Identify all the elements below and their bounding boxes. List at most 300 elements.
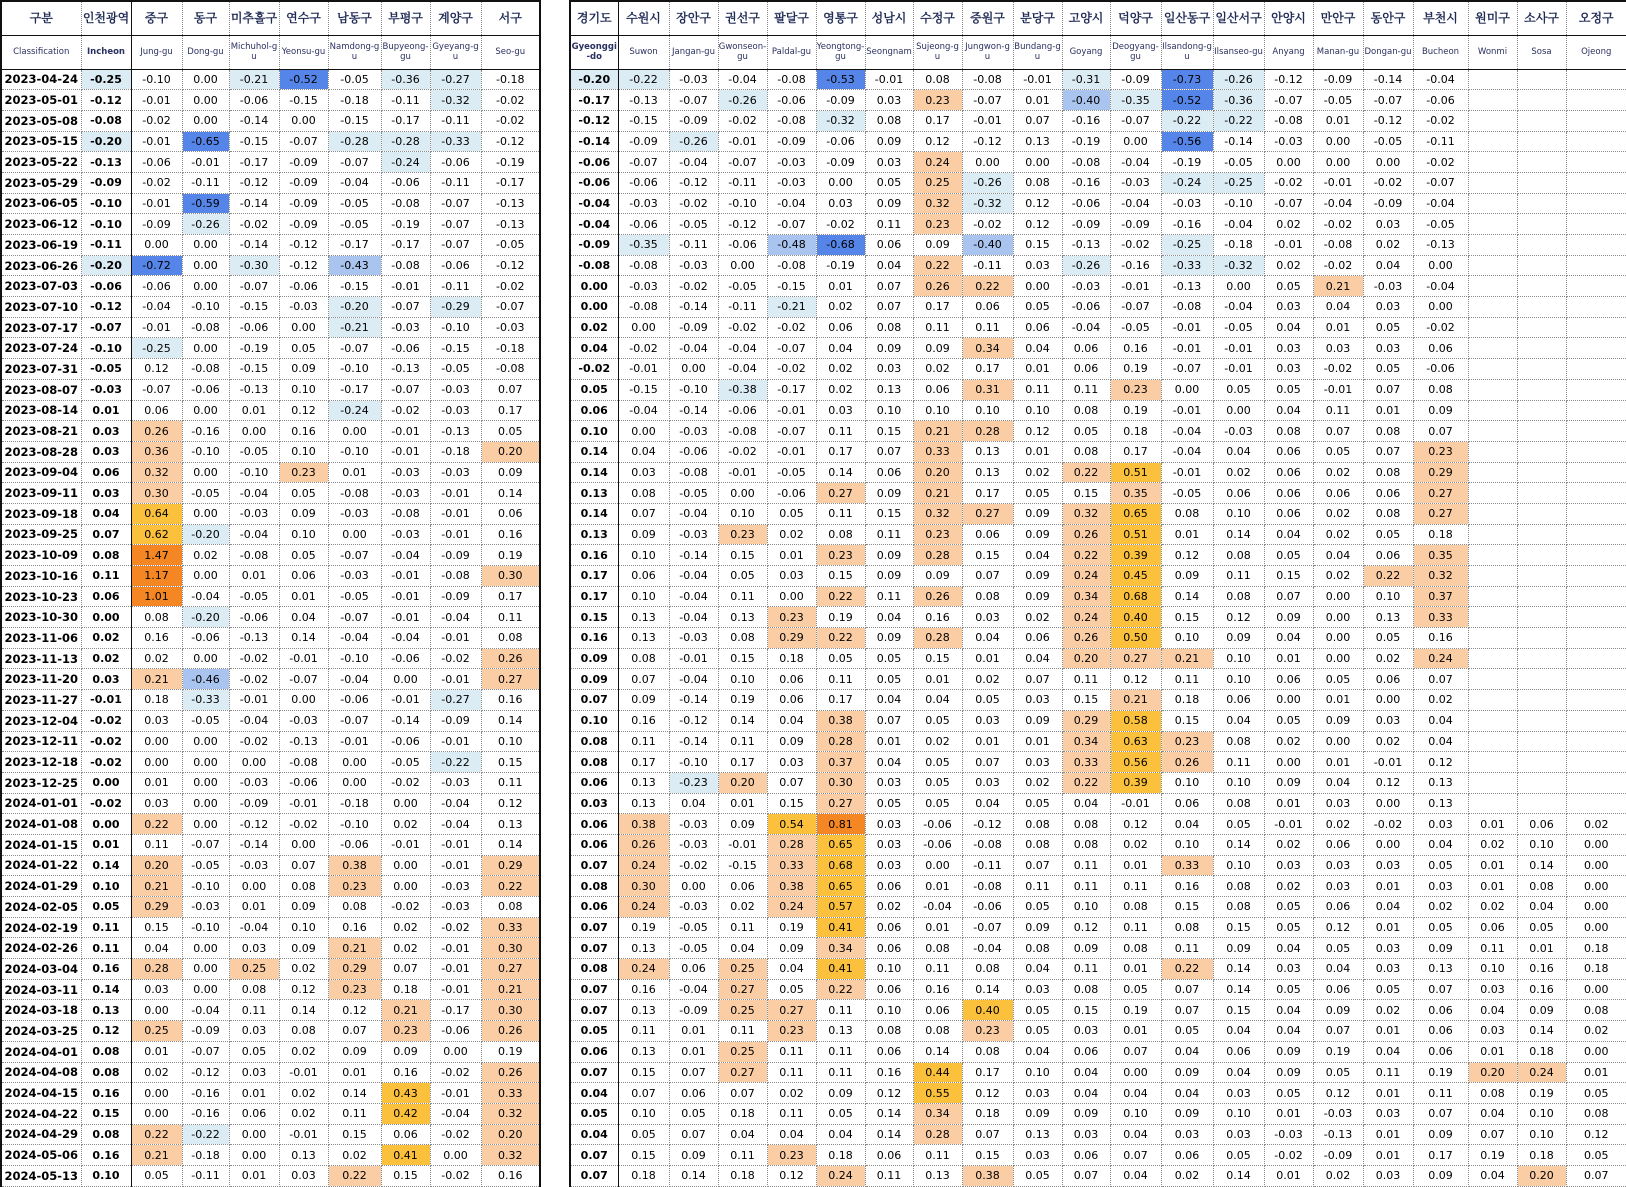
value-cell: 0.26 xyxy=(1161,752,1213,773)
value-cell: -0.05 xyxy=(328,214,381,235)
value-cell: 0.02 xyxy=(279,1041,328,1062)
value-cell: 0.11 xyxy=(816,1062,865,1083)
table-row xyxy=(1,710,540,731)
value-cell: 0.10 xyxy=(1161,628,1213,649)
value-cell xyxy=(1517,628,1566,649)
value-cell: 0.23 xyxy=(816,545,865,566)
col-header-gyeonggi-do: 경기도 xyxy=(570,1,618,35)
value-cell: 0.17 xyxy=(962,359,1013,380)
region-total-cell: 0.10 xyxy=(570,421,618,442)
value-cell: -0.08 xyxy=(279,752,328,773)
value-cell: 0.05 xyxy=(1413,917,1468,938)
value-cell: 0.06 xyxy=(865,876,913,897)
region-total-cell: 0.02 xyxy=(570,317,618,338)
value-cell: 0.05 xyxy=(1264,276,1313,297)
value-cell: 0.33 xyxy=(1062,752,1110,773)
value-cell: 0.16 xyxy=(1517,959,1566,980)
value-cell: -0.02 xyxy=(229,669,279,690)
value-cell: -0.03 xyxy=(430,400,481,421)
value-cell: -0.11 xyxy=(430,276,481,297)
date-cell: 2023-07-31 xyxy=(1,359,81,380)
value-cell xyxy=(1517,607,1566,628)
value-cell: 0.03 xyxy=(1013,752,1062,773)
table-row xyxy=(1,483,540,504)
value-cell xyxy=(1468,524,1517,545)
value-cell xyxy=(1517,441,1566,462)
value-cell: 0.19 xyxy=(1110,400,1161,421)
value-cell: 0.06 xyxy=(669,1083,718,1104)
value-cell: 0.05 xyxy=(1013,897,1062,918)
value-cell: 0.13 xyxy=(618,628,669,649)
value-cell: -0.02 xyxy=(669,276,718,297)
value-cell: 0.10 xyxy=(279,379,328,400)
value-cell: 0.06 xyxy=(1264,483,1313,504)
value-cell: -0.02 xyxy=(229,731,279,752)
value-cell: -0.07 xyxy=(131,379,182,400)
value-cell: 0.02 xyxy=(1313,566,1363,587)
value-cell: 0.08 xyxy=(1363,503,1413,524)
region-total-cell: 0.00 xyxy=(81,772,131,793)
region-total-cell: -0.02 xyxy=(81,731,131,752)
value-cell: 0.06 xyxy=(865,938,913,959)
value-cell: 0.15 xyxy=(1213,1000,1264,1021)
value-cell: -0.35 xyxy=(618,235,669,256)
value-cell: -0.09 xyxy=(669,317,718,338)
value-cell: 0.15 xyxy=(718,648,767,669)
value-cell: -0.04 xyxy=(1413,276,1468,297)
region-total-cell: 0.16 xyxy=(81,1145,131,1166)
value-cell xyxy=(1517,483,1566,504)
region-total-cell: 0.07 xyxy=(570,1165,618,1186)
region-total-cell: -0.01 xyxy=(81,690,131,711)
value-cell: 0.03 xyxy=(1313,876,1363,897)
value-cell: 0.23 xyxy=(767,1145,816,1166)
value-cell: 0.11 xyxy=(229,1000,279,1021)
value-cell: 0.28 xyxy=(913,545,962,566)
value-cell: 0.04 xyxy=(1413,710,1468,731)
value-cell: -0.01 xyxy=(430,731,481,752)
value-cell: 0.00 xyxy=(229,752,279,773)
value-cell: 0.00 xyxy=(1566,876,1626,897)
value-cell: 0.00 xyxy=(430,1041,481,1062)
col-header-gyeyang-gu: 계양구 xyxy=(430,1,481,35)
value-cell: 0.19 xyxy=(1110,359,1161,380)
value-cell: -0.22 xyxy=(1161,110,1213,131)
value-cell: 0.05 xyxy=(1013,1000,1062,1021)
value-cell: -0.08 xyxy=(381,193,430,214)
value-cell: 0.00 xyxy=(1110,1062,1161,1083)
value-cell: -0.02 xyxy=(481,110,540,131)
value-cell: 0.27 xyxy=(1110,648,1161,669)
value-cell: -0.07 xyxy=(328,545,381,566)
value-cell: -0.07 xyxy=(962,90,1013,111)
value-cell: -0.05 xyxy=(182,710,229,731)
value-cell: 0.11 xyxy=(1161,669,1213,690)
value-cell: 0.04 xyxy=(1264,1000,1313,1021)
value-cell: 0.02 xyxy=(816,297,865,318)
date-cell: 2023-11-06 xyxy=(1,628,81,649)
col-header-incheon: 인천광역 xyxy=(81,1,131,35)
value-cell: 0.12 xyxy=(131,359,182,380)
table-row xyxy=(570,152,1626,173)
value-cell: -0.11 xyxy=(1413,131,1468,152)
value-cell: -0.01 xyxy=(1213,338,1264,359)
value-cell: -0.14 xyxy=(669,297,718,318)
value-cell xyxy=(1517,690,1566,711)
value-cell: -0.07 xyxy=(430,214,481,235)
value-cell: -0.18 xyxy=(328,793,381,814)
value-cell: 0.05 xyxy=(865,172,913,193)
value-cell: 0.00 xyxy=(1313,648,1363,669)
value-cell: -0.02 xyxy=(481,276,540,297)
value-cell: 0.08 xyxy=(618,483,669,504)
region-total-cell: 0.16 xyxy=(81,1083,131,1104)
region-total-cell: -0.10 xyxy=(81,214,131,235)
value-cell: -0.18 xyxy=(1213,235,1264,256)
value-cell: -0.16 xyxy=(1161,214,1213,235)
value-cell: 0.30 xyxy=(481,938,540,959)
value-cell: 0.03 xyxy=(1313,855,1363,876)
region-total-cell: -0.02 xyxy=(81,710,131,731)
value-cell: 0.02 xyxy=(1363,1000,1413,1021)
value-cell: -0.10 xyxy=(669,379,718,400)
value-cell: -0.02 xyxy=(1110,235,1161,256)
value-cell: -0.04 xyxy=(1062,317,1110,338)
value-cell xyxy=(1468,586,1517,607)
value-cell: 0.03 xyxy=(1363,214,1413,235)
value-cell: -0.20 xyxy=(182,524,229,545)
value-cell: 0.17 xyxy=(913,110,962,131)
value-cell: 0.07 xyxy=(1363,379,1413,400)
table-row xyxy=(1,648,540,669)
value-cell: 0.06 xyxy=(1161,793,1213,814)
value-cell: -0.02 xyxy=(381,897,430,918)
region-total-cell: 0.07 xyxy=(570,938,618,959)
value-cell xyxy=(1468,607,1517,628)
value-cell: 0.16 xyxy=(913,979,962,1000)
value-cell: -0.07 xyxy=(1110,297,1161,318)
value-cell: -0.07 xyxy=(1110,110,1161,131)
value-cell: 0.51 xyxy=(1110,524,1161,545)
value-cell: 0.23 xyxy=(279,462,328,483)
value-cell: 0.03 xyxy=(1264,855,1313,876)
value-cell: 0.14 xyxy=(279,628,328,649)
value-cell: 0.23 xyxy=(962,1021,1013,1042)
value-cell: -0.08 xyxy=(328,483,381,504)
value-cell: 0.03 xyxy=(1313,793,1363,814)
value-cell: 0.24 xyxy=(1062,607,1110,628)
col-header-goyang: 고양시 xyxy=(1062,1,1110,35)
value-cell: -0.01 xyxy=(669,648,718,669)
value-cell: 0.08 xyxy=(1517,876,1566,897)
value-cell: 0.08 xyxy=(865,1021,913,1042)
region-total-cell: 0.13 xyxy=(570,483,618,504)
value-cell: -0.04 xyxy=(669,338,718,359)
value-cell: 0.10 xyxy=(279,524,328,545)
value-cell: 0.23 xyxy=(1161,731,1213,752)
incheon-table-header xyxy=(1,1,540,69)
value-cell: -0.12 xyxy=(962,814,1013,835)
value-cell: 0.64 xyxy=(131,503,182,524)
value-cell: 0.00 xyxy=(279,110,328,131)
value-cell: -0.07 xyxy=(328,710,381,731)
value-cell: 0.01 xyxy=(865,731,913,752)
value-cell: 0.22 xyxy=(816,628,865,649)
value-cell: 0.11 xyxy=(1468,938,1517,959)
value-cell: 0.29 xyxy=(481,855,540,876)
value-cell: 0.33 xyxy=(1413,607,1468,628)
value-cell: -0.09 xyxy=(1313,69,1363,90)
value-cell: 0.02 xyxy=(131,648,182,669)
value-cell: 0.03 xyxy=(229,938,279,959)
value-cell: 0.00 xyxy=(1313,586,1363,607)
value-cell: 0.05 xyxy=(816,1103,865,1124)
value-cell: 0.10 xyxy=(1161,834,1213,855)
value-cell: -0.09 xyxy=(430,710,481,731)
value-cell: -0.07 xyxy=(1264,90,1313,111)
value-cell: 0.09 xyxy=(279,897,328,918)
table-row xyxy=(570,214,1626,235)
value-cell: 0.35 xyxy=(1413,545,1468,566)
value-cell: 0.09 xyxy=(1161,1062,1213,1083)
value-cell: -0.03 xyxy=(767,152,816,173)
value-cell: 0.09 xyxy=(865,483,913,504)
table-row xyxy=(570,421,1626,442)
value-cell: 0.00 xyxy=(381,669,430,690)
value-cell: 0.81 xyxy=(816,814,865,835)
value-cell: 0.07 xyxy=(1566,1165,1626,1186)
value-cell xyxy=(1566,131,1626,152)
value-cell: -0.02 xyxy=(767,317,816,338)
region-total-cell: 0.13 xyxy=(81,1000,131,1021)
col-header-en-classification: Classification xyxy=(1,35,81,69)
table-row xyxy=(1,1145,540,1166)
value-cell: 0.02 xyxy=(1313,503,1363,524)
value-cell: -0.03 xyxy=(1264,1124,1313,1145)
value-cell: 0.54 xyxy=(767,814,816,835)
value-cell: -0.02 xyxy=(1413,152,1468,173)
value-cell: 0.02 xyxy=(182,545,229,566)
table-row xyxy=(1,772,540,793)
value-cell: 0.03 xyxy=(1468,1021,1517,1042)
value-cell: -0.01 xyxy=(381,834,430,855)
value-cell: -0.15 xyxy=(229,297,279,318)
value-cell: -0.02 xyxy=(767,359,816,380)
region-total-cell: 0.08 xyxy=(570,731,618,752)
value-cell: 0.20 xyxy=(131,855,182,876)
value-cell: 0.06 xyxy=(718,876,767,897)
value-cell: 0.03 xyxy=(1013,1083,1062,1104)
value-cell xyxy=(1566,462,1626,483)
value-cell xyxy=(1468,648,1517,669)
value-cell: 0.00 xyxy=(381,855,430,876)
table-row xyxy=(1,69,540,90)
col-header-en-sujeong-gu: Sujeong-gu xyxy=(913,35,962,69)
value-cell: 0.01 xyxy=(1363,1124,1413,1145)
value-cell: 0.01 xyxy=(913,876,962,897)
value-cell xyxy=(1468,152,1517,173)
value-cell: -0.01 xyxy=(1313,379,1363,400)
value-cell: 0.22 xyxy=(131,814,182,835)
table-row xyxy=(1,462,540,483)
value-cell xyxy=(1517,172,1566,193)
value-cell: -0.26 xyxy=(182,214,229,235)
value-cell xyxy=(1517,772,1566,793)
value-cell: -0.03 xyxy=(1363,276,1413,297)
value-cell: 0.08 xyxy=(1213,876,1264,897)
value-cell: -0.10 xyxy=(1213,193,1264,214)
value-cell: 0.03 xyxy=(1363,1103,1413,1124)
value-cell: 0.30 xyxy=(481,566,540,587)
region-total-cell: 0.04 xyxy=(570,1083,618,1104)
value-cell: 0.00 xyxy=(816,172,865,193)
value-cell: -0.05 xyxy=(669,214,718,235)
value-cell xyxy=(1468,462,1517,483)
region-total-cell: 0.02 xyxy=(81,628,131,649)
value-cell: -0.04 xyxy=(182,586,229,607)
value-cell: 0.08 xyxy=(962,586,1013,607)
value-cell: -0.06 xyxy=(1413,90,1468,111)
value-cell: 0.04 xyxy=(767,1124,816,1145)
value-cell: 0.09 xyxy=(865,338,913,359)
col-header-en-anyang: Anyang xyxy=(1264,35,1313,69)
value-cell: 0.07 xyxy=(962,566,1013,587)
value-cell: 0.10 xyxy=(279,917,328,938)
date-cell: 2023-09-25 xyxy=(1,524,81,545)
value-cell: 0.01 xyxy=(1161,524,1213,545)
value-cell: 0.09 xyxy=(865,545,913,566)
value-cell: 0.09 xyxy=(1013,710,1062,731)
value-cell: 0.07 xyxy=(1161,1000,1213,1021)
value-cell: -0.03 xyxy=(381,483,430,504)
table-row xyxy=(1,607,540,628)
value-cell: -0.19 xyxy=(481,152,540,173)
region-total-cell: 0.13 xyxy=(570,524,618,545)
value-cell: 0.14 xyxy=(481,834,540,855)
value-cell: -0.06 xyxy=(913,834,962,855)
value-cell: 0.26 xyxy=(481,1021,540,1042)
value-cell: 0.06 xyxy=(481,503,540,524)
table-row xyxy=(570,897,1626,918)
value-cell: 0.02 xyxy=(1313,462,1363,483)
value-cell xyxy=(1517,317,1566,338)
region-total-cell: 0.07 xyxy=(570,1000,618,1021)
region-total-cell: 0.04 xyxy=(570,1124,618,1145)
table-row xyxy=(1,131,540,152)
value-cell: 0.33 xyxy=(767,855,816,876)
value-cell: 0.12 xyxy=(962,1083,1013,1104)
value-cell: 0.09 xyxy=(865,628,913,649)
region-total-cell: 0.14 xyxy=(81,855,131,876)
table-row xyxy=(1,938,540,959)
value-cell: 0.62 xyxy=(131,524,182,545)
value-cell: 0.38 xyxy=(328,855,381,876)
value-cell: 0.22 xyxy=(913,255,962,276)
value-cell: -0.01 xyxy=(618,359,669,380)
col-header-en-suwon: Suwon xyxy=(618,35,669,69)
region-total-cell: 0.07 xyxy=(570,1062,618,1083)
value-cell: 0.08 xyxy=(1413,379,1468,400)
value-cell xyxy=(1517,235,1566,256)
value-cell: 0.19 xyxy=(481,1041,540,1062)
value-cell: 0.07 xyxy=(1110,1041,1161,1062)
value-cell: 0.09 xyxy=(618,690,669,711)
value-cell xyxy=(1517,255,1566,276)
value-cell: 0.04 xyxy=(865,752,913,773)
table-row xyxy=(1,917,540,938)
value-cell: 0.11 xyxy=(767,1041,816,1062)
value-cell xyxy=(1517,421,1566,442)
table-row xyxy=(570,235,1626,256)
col-header-jangan-gu: 장안구 xyxy=(669,1,718,35)
value-cell: 0.07 xyxy=(1013,669,1062,690)
value-cell: 0.27 xyxy=(816,483,865,504)
value-cell: 0.06 xyxy=(618,566,669,587)
value-cell: -0.24 xyxy=(381,152,430,173)
value-cell: -0.03 xyxy=(328,503,381,524)
date-cell: 2024-04-29 xyxy=(1,1124,81,1145)
value-cell: -0.05 xyxy=(481,235,540,256)
value-cell: -0.04 xyxy=(718,338,767,359)
value-cell: -0.02 xyxy=(1363,814,1413,835)
value-cell: 0.06 xyxy=(1313,483,1363,504)
value-cell: -0.15 xyxy=(328,110,381,131)
value-cell: 0.02 xyxy=(1264,214,1313,235)
value-cell: -0.03 xyxy=(481,317,540,338)
value-cell: -0.46 xyxy=(182,669,229,690)
value-cell: 0.11 xyxy=(1013,876,1062,897)
value-cell: 0.06 xyxy=(962,524,1013,545)
value-cell: 0.00 xyxy=(1313,131,1363,152)
value-cell: 0.24 xyxy=(1062,566,1110,587)
value-cell: 0.13 xyxy=(618,772,669,793)
value-cell: 0.03 xyxy=(1013,690,1062,711)
value-cell: 0.13 xyxy=(618,793,669,814)
value-cell: -0.01 xyxy=(430,669,481,690)
value-cell: -0.15 xyxy=(328,276,381,297)
table-row xyxy=(1,1041,540,1062)
value-cell: -0.08 xyxy=(669,462,718,483)
date-cell: 2023-09-18 xyxy=(1,503,81,524)
value-cell: 0.06 xyxy=(1213,690,1264,711)
value-cell: 0.07 xyxy=(381,959,430,980)
region-total-cell: 0.11 xyxy=(81,917,131,938)
value-cell: -0.22 xyxy=(430,752,481,773)
value-cell: 0.11 xyxy=(718,586,767,607)
col-header-yeongtong-gu: 영통구 xyxy=(816,1,865,35)
value-cell: -0.32 xyxy=(1213,255,1264,276)
value-cell: 0.12 xyxy=(1363,772,1413,793)
value-cell: 0.05 xyxy=(1264,710,1313,731)
value-cell: 0.11 xyxy=(618,1021,669,1042)
value-cell: 0.09 xyxy=(865,193,913,214)
value-cell: 0.05 xyxy=(1313,1062,1363,1083)
value-cell: 0.00 xyxy=(1363,152,1413,173)
value-cell: 0.17 xyxy=(481,400,540,421)
value-cell: 0.38 xyxy=(767,876,816,897)
value-cell: -0.17 xyxy=(328,379,381,400)
value-cell: -0.11 xyxy=(718,172,767,193)
value-cell: -0.15 xyxy=(229,359,279,380)
value-cell: 0.06 xyxy=(669,959,718,980)
value-cell: 0.28 xyxy=(816,731,865,752)
value-cell: 0.16 xyxy=(618,710,669,731)
value-cell: 0.06 xyxy=(767,669,816,690)
region-total-cell: 0.15 xyxy=(81,1103,131,1124)
col-header-michuhol-gu: 미추홀구 xyxy=(229,1,279,35)
value-cell: -0.28 xyxy=(381,131,430,152)
value-cell: -0.04 xyxy=(229,483,279,504)
